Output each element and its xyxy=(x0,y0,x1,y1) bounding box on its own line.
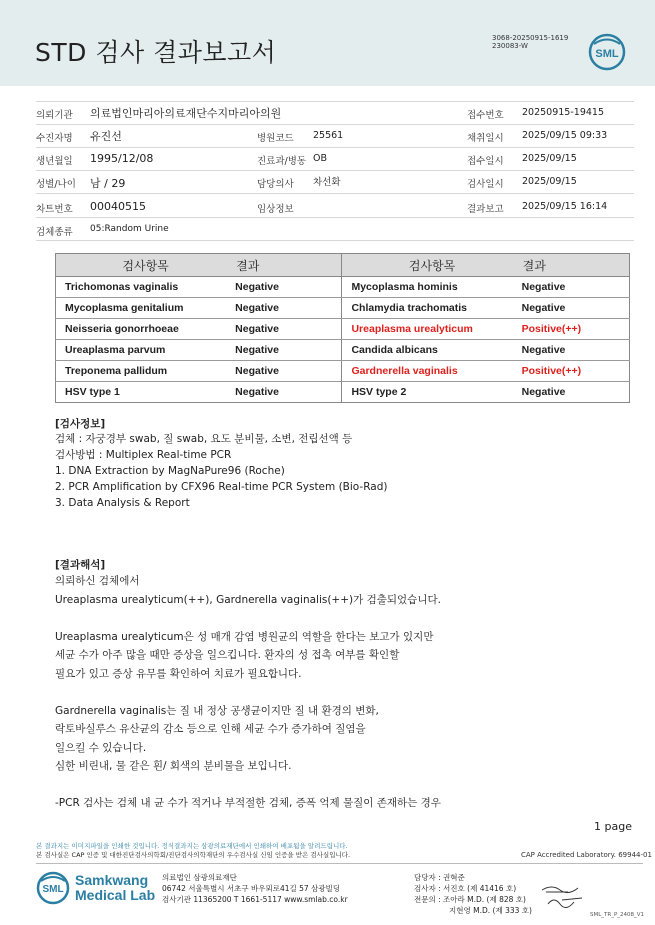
table-row xyxy=(56,277,630,298)
dept-label: 진료과/병동 xyxy=(257,156,307,167)
lab-name xyxy=(75,873,155,903)
table-row xyxy=(56,361,630,382)
col-item-left: 검사항목 xyxy=(56,254,236,277)
col-result-left: 결과 xyxy=(235,254,342,277)
divider xyxy=(36,217,634,218)
interpretation-line: 락토바실루스 유산균의 감소 등으로 인해 세균 수가 증가하여 질염을 xyxy=(55,723,366,735)
receipt-date-value: 2025/09/15 xyxy=(522,153,577,164)
divider xyxy=(36,124,634,125)
left-test-result: Negative xyxy=(235,298,342,319)
left-test-name: Ureaplasma parvum xyxy=(56,340,236,361)
signature xyxy=(538,880,588,910)
receipt-no-label: 접수번호 xyxy=(467,110,504,121)
interpretation-line xyxy=(55,683,441,702)
table-row xyxy=(56,340,630,361)
patient-label: 수진자명 xyxy=(36,133,73,144)
left-test-name: Neisseria gonorrhoeae xyxy=(56,319,236,340)
examiner: 검사자 : 서진호 (제 41416 호) xyxy=(414,884,517,893)
collect-label: 채취일시 xyxy=(467,133,504,144)
footer-notes xyxy=(36,842,350,860)
specialist-2: 지현영 M.D. (제 333 호) xyxy=(449,906,532,915)
lab-name-line2: Medical Lab xyxy=(75,887,156,903)
interpretation-line: 의뢰하신 검체에서 xyxy=(55,575,140,587)
form-code: SML_TR_P_2408_V1 xyxy=(590,912,645,918)
collect-value: 2025/09/15 09:33 xyxy=(522,130,608,141)
manager: 담당자 : 권혁준 xyxy=(414,873,465,882)
left-test-result: Negative xyxy=(235,361,342,382)
left-test-name: HSV type 1 xyxy=(56,382,236,403)
right-test-result: Negative xyxy=(522,298,630,319)
footer-note-print: 본 결과지는 이미지파일을 인쇄한 것입니다. 정식결과지는 삼광의료재단에서 인쇄하여 배포됨을 알려드립니다. xyxy=(36,842,348,850)
cap-accreditation: CAP Accredited Laboratory. 69944-01 xyxy=(521,851,652,859)
birth-value: 1995/12/08 xyxy=(90,152,154,165)
left-test-result: Negative xyxy=(235,340,342,361)
test-info-body xyxy=(55,431,387,511)
test-info-line: 2. PCR Amplification by CFX96 Real-time PCR System (Bio-Rad) xyxy=(55,481,388,493)
col-item-right: 검사항목 xyxy=(342,254,522,277)
left-test-result: Negative xyxy=(235,277,342,298)
divider xyxy=(36,147,634,148)
interpretation-line: 필요가 있고 증상 유무를 확인하여 치료가 필요합니다. xyxy=(55,667,302,680)
report-value: 2025/09/15 16:14 xyxy=(522,201,608,212)
table-row xyxy=(56,382,630,403)
patient-value: 유진선 xyxy=(90,130,122,143)
sml-footer-logo xyxy=(36,871,70,905)
birth-label: 생년월일 xyxy=(36,156,73,167)
right-test-name: Mycoplasma hominis xyxy=(342,277,522,298)
sex-age-label: 성별/나이 xyxy=(36,179,76,190)
test-info-title: [검사정보] xyxy=(55,418,106,430)
chart-label: 차트번호 xyxy=(36,204,73,215)
right-test-result: Negative xyxy=(522,277,630,298)
right-test-result: Negative xyxy=(522,340,630,361)
institution-value: 의료법인마리아의료재단수지마리아의원 xyxy=(90,107,282,120)
interpretation-line: 일으킬 수 있습니다. xyxy=(55,741,147,754)
divider xyxy=(36,193,634,194)
sex-age-value: 남 / 29 xyxy=(90,177,126,190)
test-info-line: 검체 : 자궁경부 swab, 질 swab, 요도 분비물, 소변, 전립선액 등 xyxy=(55,433,353,445)
sml-logo xyxy=(588,33,626,71)
interpretation-body xyxy=(55,572,441,813)
doctor-value: 차선화 xyxy=(313,177,341,188)
right-test-name: Ureaplasma urealyticum xyxy=(342,319,522,340)
interpretation-line: 심한 비린내, 물 같은 흰/ 회색의 분비물을 보입니다. xyxy=(55,760,292,772)
right-test-name: Gardnerella vaginalis xyxy=(342,361,522,382)
left-test-name: Mycoplasma genitalium xyxy=(56,298,236,319)
chart-value: 00040515 xyxy=(90,200,146,213)
test-date-value: 2025/09/15 xyxy=(522,176,577,187)
interpretation-line: 세균 수가 아주 많을 때만 증상을 일으킵니다. 환자의 성 접촉 여부를 확인할 xyxy=(55,649,400,661)
right-test-name: HSV type 2 xyxy=(342,382,522,403)
test-info-line: 3. Data Analysis & Report xyxy=(55,497,190,509)
interpretation-line xyxy=(55,609,441,628)
test-info-line: 검사방법 : Multiplex Real-time PCR xyxy=(55,449,232,461)
hospital-code-value: 25561 xyxy=(313,130,344,141)
right-test-name: Chlamydia trachomatis xyxy=(342,298,522,319)
lab-org: 의료법인 삼광의료재단 xyxy=(162,873,237,882)
dept-value: OB xyxy=(313,153,327,164)
receipt-no-value: 20250915-19415 xyxy=(522,107,605,118)
interpretation-title: [결과해석] xyxy=(55,559,106,571)
signatories xyxy=(414,872,532,916)
hospital-code-label: 병원코드 xyxy=(257,133,294,144)
document-id-line1: 3068-20250915-1619 xyxy=(492,34,569,42)
specialist-1: 전문의 : 조아라 M.D. (제 828 호) xyxy=(414,895,526,904)
footer-note-cap: 본 검사실은 CAP 인증 및 대한진단검사의학회/진단검사의학재단의 우수검사실 신임 인증을 받은 검사실입니다. xyxy=(36,851,351,859)
report-label: 결과보고 xyxy=(467,204,504,215)
lab-contact xyxy=(162,872,348,905)
page-title: STD 검사 결과보고서 xyxy=(35,38,277,67)
specimen-label: 검체종류 xyxy=(36,227,73,238)
right-test-result-positive: Positive(++) xyxy=(522,319,630,340)
page-number: 1 page xyxy=(594,820,632,833)
results-table xyxy=(55,253,630,403)
institution-label: 의뢰기관 xyxy=(36,110,73,121)
divider xyxy=(36,240,634,241)
doctor-label: 담당의사 xyxy=(257,179,294,190)
test-date-label: 검사일시 xyxy=(467,179,504,190)
document-id-line2: 230083-W xyxy=(492,42,528,50)
lab-phone: 검사기관 11365200 T 1661-5117 www.smlab.co.kr xyxy=(162,895,348,904)
divider xyxy=(36,101,634,102)
divider xyxy=(36,170,634,171)
col-result-right: 결과 xyxy=(522,254,630,277)
interpretation-line: Gardnerella vaginalis는 질 내 정상 공생균이지만 질 내 환경의 변화, xyxy=(55,704,379,717)
lab-address: 06742 서울특별시 서초구 바우뫼로41길 57 삼광빌딩 xyxy=(162,884,341,893)
left-test-name: Treponema pallidum xyxy=(56,361,236,382)
logo-text: SML xyxy=(595,48,619,60)
interpretation-line xyxy=(55,776,441,795)
right-test-name: Candida albicans xyxy=(342,340,522,361)
footer-logo-text: SML xyxy=(42,884,64,895)
table-row xyxy=(56,298,630,319)
lab-name-line1: Samkwang xyxy=(75,872,149,888)
interpretation-line: -PCR 검사는 검체 내 균 수가 적거나 부적절한 검체, 증폭 억제 물질이 존재하는 경우 xyxy=(55,797,441,809)
left-test-name: Trichomonas vaginalis xyxy=(56,277,236,298)
clinical-label: 임상정보 xyxy=(257,204,294,215)
table-row xyxy=(56,319,630,340)
document-id xyxy=(492,34,568,50)
right-test-result-positive: Positive(++) xyxy=(522,361,630,382)
specimen-value: 05:Random Urine xyxy=(90,224,169,234)
receipt-date-label: 접수일시 xyxy=(467,156,504,167)
results-header-row xyxy=(56,254,630,277)
interpretation-line: Ureaplasma urealyticum(++), Gardnerella vaginalis(++)가 검출되었습니다. xyxy=(55,593,441,606)
interpretation-line: Ureaplasma urealyticum은 성 매개 감염 병원균의 역할을 한다는 보고가 있지만 xyxy=(55,630,434,643)
left-test-result: Negative xyxy=(235,382,342,403)
test-info-line: 1. DNA Extraction by MagNaPure96 (Roche) xyxy=(55,465,285,477)
divider xyxy=(36,863,643,864)
right-test-result: Negative xyxy=(522,382,630,403)
left-test-result: Negative xyxy=(235,319,342,340)
